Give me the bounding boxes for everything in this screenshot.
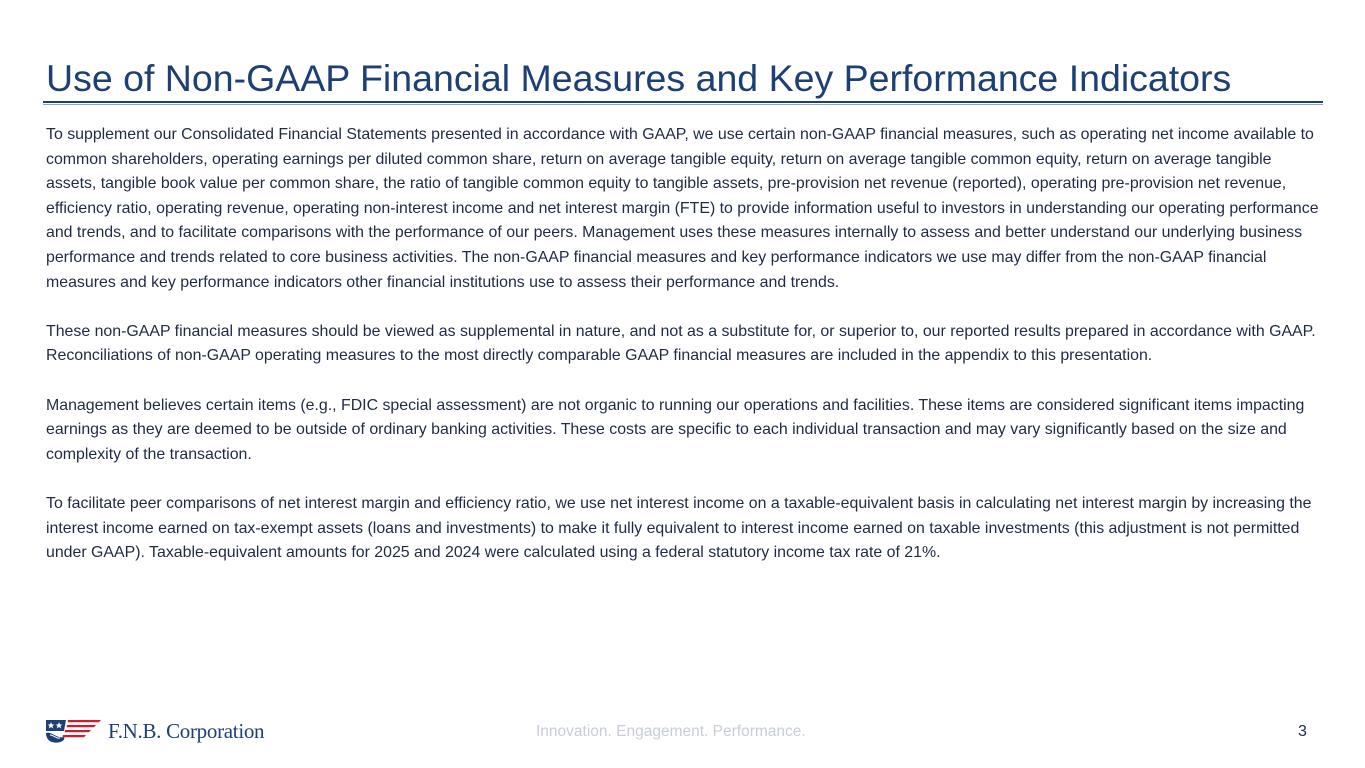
- paragraph-non-gaap-measures: To supplement our Consolidated Financial Statements presented in accordance with GAAP, we use certain non-GAAP financial measures, such as operating net income available to common shareholders, operating earnings per diluted common share, return on average tangible equity, return on average tangible common equity, return on average tangible assets, tangible book value per common share, the ratio of tangible common equity to tangible assets, pre-provision net revenue (reported), operating pre-provision net revenue, efficiency ratio, operating revenue, operating non-interest income and net interest margin (FTE) to provide information useful to investors in understanding our operating performance and trends, and to facilitate comparisons with the performance of our peers. Management uses these measures internally to assess and better understand our underlying business performance and trends related to core business activities. The non-GAAP financial measures and key performance indicators we use may differ from the non-GAAP financial measures and key performance indicators other financial institutions use to assess their performance and trends.: [46, 126, 1319, 291]
- company-name: F.N.B. Corporation: [108, 718, 265, 743]
- slide-title: Use of Non-GAAP Financial Measures and Key Performance Indicators: [46, 57, 1232, 99]
- paragraph-supplemental-nature: These non-GAAP financial measures should be viewed as supplemental in nature, and not as a substitute for, or superior to, our reported results prepared in accordance with GAAP. Reconciliations of non-GAAP operating measures to the most directly comparable GAAP financial measures are included in the appendix to this presentation.: [46, 322, 1316, 365]
- company-logo: [44, 716, 264, 746]
- title-underline-thin: [43, 104, 1323, 105]
- page-number: 3: [1298, 723, 1307, 740]
- flag-logo-icon: [44, 717, 102, 745]
- body-text: [46, 123, 1326, 590]
- footer-tagline: Innovation. Engagement. Performance.: [536, 723, 806, 740]
- paragraph-taxable-equivalent: To facilitate peer comparisons of net interest margin and efficiency ratio, we use net interest income on a taxable-equivalent basis in calculating net interest margin by increasing the interest income earned on tax-exempt assets (loans and investments) to make it fully equivalent to interest income earned on taxable investments (this adjustment is not permitted under GAAP). Taxable-equivalent amounts for 2025 and 2024 were calculated using a federal statutory income tax rate of 21%.: [46, 494, 1312, 562]
- title-underline: [43, 101, 1323, 103]
- paragraph-significant-items: Management believes certain items (e.g., FDIC special assessment) are not organic to running our operations and facilities. These items are considered significant items impacting earnings as they are deemed to be outside of ordinary banking activities. These costs are specific to each individual transaction and may vary significantly based on the size and complexity of the transaction.: [46, 396, 1305, 463]
